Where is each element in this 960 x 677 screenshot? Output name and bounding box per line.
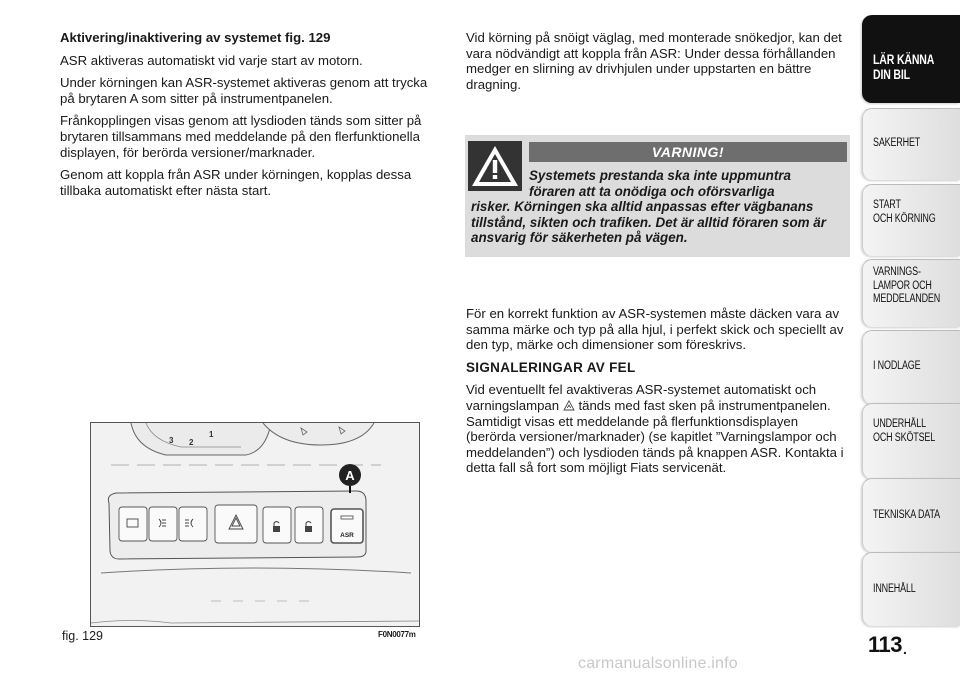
tab-start-och-korning[interactable] [862, 184, 960, 256]
warning-box [465, 135, 850, 257]
gauge-digit: 2 [189, 438, 194, 447]
warning-line: föraren att ta onödiga och oförsvarliga [529, 183, 775, 199]
tab-underhall-och-skotsel[interactable] [862, 403, 960, 479]
right-column-body [466, 306, 846, 483]
paragraph: Vid körning på snöigt väglag, med monterade snökedjor, kan det vara nödvändigt att koppla från ASR: Under dessa förhållanden medger en slirning av drivhjulen under uppstarten en bättre dragning. [466, 30, 842, 92]
fault-text: Vid eventuellt fel avaktiveras ASR-systemet automatiskt och varningslampan [466, 382, 817, 413]
tab-label: SÄKERHET [873, 137, 921, 149]
warning-title: VARNING! [529, 142, 847, 162]
tab-i-nodlage[interactable] [862, 330, 960, 404]
left-column [60, 30, 445, 205]
tab-label: I NÖDLÄGE [873, 360, 921, 372]
figure-129-dashboard-switches [90, 422, 420, 627]
tab-label: INNEHÅLL [873, 583, 916, 595]
section-title: SIGNALERINGAR AV FEL [466, 359, 636, 375]
tab-label: VARNINGS- LAMPOR OCH MEDDELANDEN [873, 266, 941, 305]
tab-label: UNDERHÅLL OCH SKÖTSEL [873, 418, 936, 444]
paragraph: Under körningen kan ASR-systemet aktiveras genom att trycka på brytaren A som sitter på instrumentpanelen. [60, 75, 428, 106]
tab-label: TEKNISKA DATA [873, 509, 940, 521]
warning-text [471, 168, 847, 246]
fault-text: tänds med fast sken på instrumentpanelen. Samtidigt visas ett meddelande på flerfunktionsdisplayen (berörda versioner/marknader) (se kapitlet ”Varningslampor och meddelanden”) och lysdioden tänds på knappen ASR. Kontakta i detta fall så fort som möjligt Fiats servicenät. [466, 397, 844, 476]
tab-varningslampor[interactable] [862, 259, 960, 327]
warning-line: risker. Körningen ska alltid anpassas efter vägbanans tillstånd, sikten och trafiken. Det är alltid föraren som är ansvarig för säkerheten på vägen. [471, 199, 826, 245]
paragraph: Frånkopplingen visas genom att lysdioden tänds som sitter på brytaren tillsammans med meddelande på den flerfunktionella displayen, för berörda versioner/marknader. [60, 113, 422, 160]
page-number: 113 [868, 632, 902, 657]
warning-line: Systemets prestanda ska inte uppmuntra [529, 168, 791, 183]
paragraph: För en korrekt funktion av ASR-systemen måste däcken vara av samma märke och typ på alla hjul, i perfekt skick och speciellt av den typ, märke och dimensioner som föreskrivs. [466, 306, 844, 353]
figure-code: F0N0077m [378, 630, 416, 639]
tab-sakerhet[interactable] [862, 108, 960, 180]
asr-warning-lamp-icon [563, 398, 575, 413]
callout-label: A [345, 468, 355, 483]
tab-label: START OCH KÖRNING [873, 199, 936, 225]
gauge-digit: 1 [209, 430, 214, 439]
right-column-intro [466, 30, 846, 99]
asr-button-label: ASR [340, 532, 354, 539]
tab-tekniska-data[interactable] [862, 478, 960, 552]
paragraph-fault [466, 382, 846, 476]
watermark: carmanualsonline.info [578, 655, 738, 672]
figure-caption: fig. 129 [62, 629, 104, 643]
tab-lar-kanna-din-bil[interactable] [862, 15, 960, 103]
page-number-dot: . [903, 641, 907, 657]
tab-innehall[interactable] [862, 552, 960, 626]
gauge-digit: 3 [169, 436, 174, 445]
paragraph: Genom att koppla från ASR under körningen, kopplas dessa tillbaka automatiskt efter nästa start. [60, 167, 412, 198]
section-heading: Aktivering/inaktivering av systemet fig. 129 [60, 30, 331, 45]
chapter-sidebar [860, 0, 960, 677]
tab-label: LÄR KÄNNA DIN BIL [873, 52, 935, 82]
paragraph: ASR aktiveras automatiskt vid varje start av motorn. [60, 52, 363, 68]
